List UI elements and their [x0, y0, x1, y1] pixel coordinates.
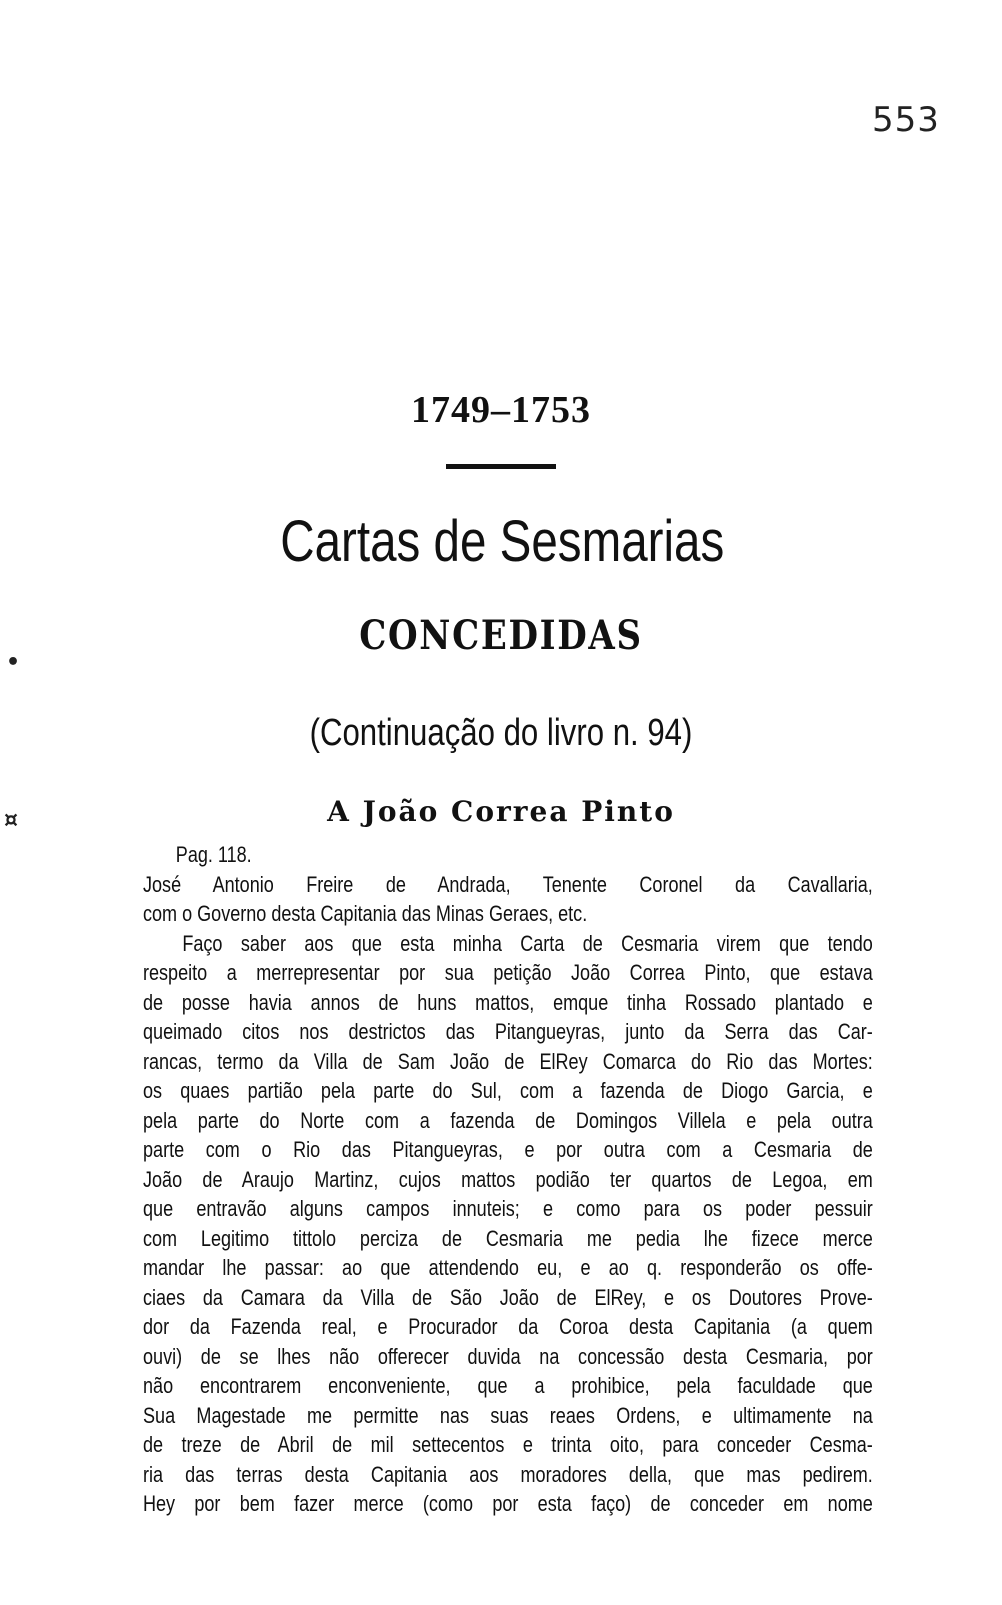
continuation-note: (Continuação do livro n. 94)	[309, 712, 693, 754]
document-subtitle: CONCEDIDAS	[359, 612, 643, 659]
text-line: Sua Magestade me permitte nas suas reaes Ordens, e ultimamente na	[143, 1402, 873, 1428]
page-number: 553	[872, 100, 940, 140]
text-line: rancas, termo da Villa de Sam João de ElRey Comarca do Rio das Mortes:	[143, 1048, 873, 1074]
text-line: de treze de Abril de mil settecentos e trinta oito, para conceder Cesma-	[143, 1432, 873, 1457]
text-line: ouvi) de se lhes não offerecer duvida na concessão desta Cesmaria, por	[143, 1343, 873, 1369]
text-line: parte com o Rio das Pitangueyras, e por outra com a Cesmaria de	[143, 1137, 873, 1162]
recipient-heading: A João Correa Pinto	[327, 795, 675, 828]
margin-mark-top: •	[6, 650, 21, 675]
text-line: Hey por bem fazer merce (como por esta faço) de conceder em nome	[143, 1491, 873, 1516]
text-line: pela parte do Norte com a fazenda de Domingos Villela e pela outra	[143, 1107, 873, 1133]
text-line: queimado citos nos destrictos das Pitangueyras, junto da Serra das Car-	[143, 1019, 873, 1044]
heading-rule	[446, 464, 556, 469]
text-line: José Antonio Freire de Andrada, Tenente Coronel da Cavallaria,	[143, 871, 873, 897]
years-heading: 1749–1753	[411, 389, 591, 431]
text-line: com o Governo desta Capitania das Minas Geraes, etc.	[143, 901, 588, 926]
text-line: respeito a merrepresentar por sua petição João Correa Pinto, que estava	[143, 960, 873, 985]
text-line: ria das terras desta Capitania aos moradores della, que mas pedirem.	[143, 1461, 873, 1487]
document-title: Cartas de Sesmarias	[280, 509, 725, 574]
text-line: mandar lhe passar: ao que attendendo eu, e ao q. responderão os offe-	[143, 1255, 873, 1280]
text-line: dor da Fazenda real, e Procurador da Coroa desta Capitania (a quem	[143, 1314, 873, 1339]
text-line: os quaes partião pela parte do Sul, com a fazenda de Diogo Garcia, e	[143, 1078, 873, 1103]
text-line: ciaes da Camara da Villa de São João de ElRey, e os Doutores Prove-	[143, 1284, 873, 1310]
page-reference: Pag. 118.	[175, 842, 252, 867]
text-line: que entravão alguns campos innuteis; e como para os poder pessuir	[143, 1196, 873, 1221]
text-line: com Legitimo tittolo perciza de Cesmaria me pedia lhe fizece merce	[143, 1225, 873, 1251]
margin-mark-bottom: ¤	[4, 808, 18, 833]
body-text	[143, 840, 873, 1519]
text-line: de posse havia annos de huns mattos, emque tinha Rossado plantado e	[143, 989, 873, 1015]
text-line: não encontrarem enconveniente, que a prohibice, pela faculdade que	[143, 1373, 873, 1398]
text-line: Faço saber aos que esta minha Carta de Cesmaria virem que tendo	[182, 930, 873, 956]
text-line: João de Araujo Martinz, cujos mattos podião ter quartos de Legoa, em	[143, 1166, 873, 1192]
